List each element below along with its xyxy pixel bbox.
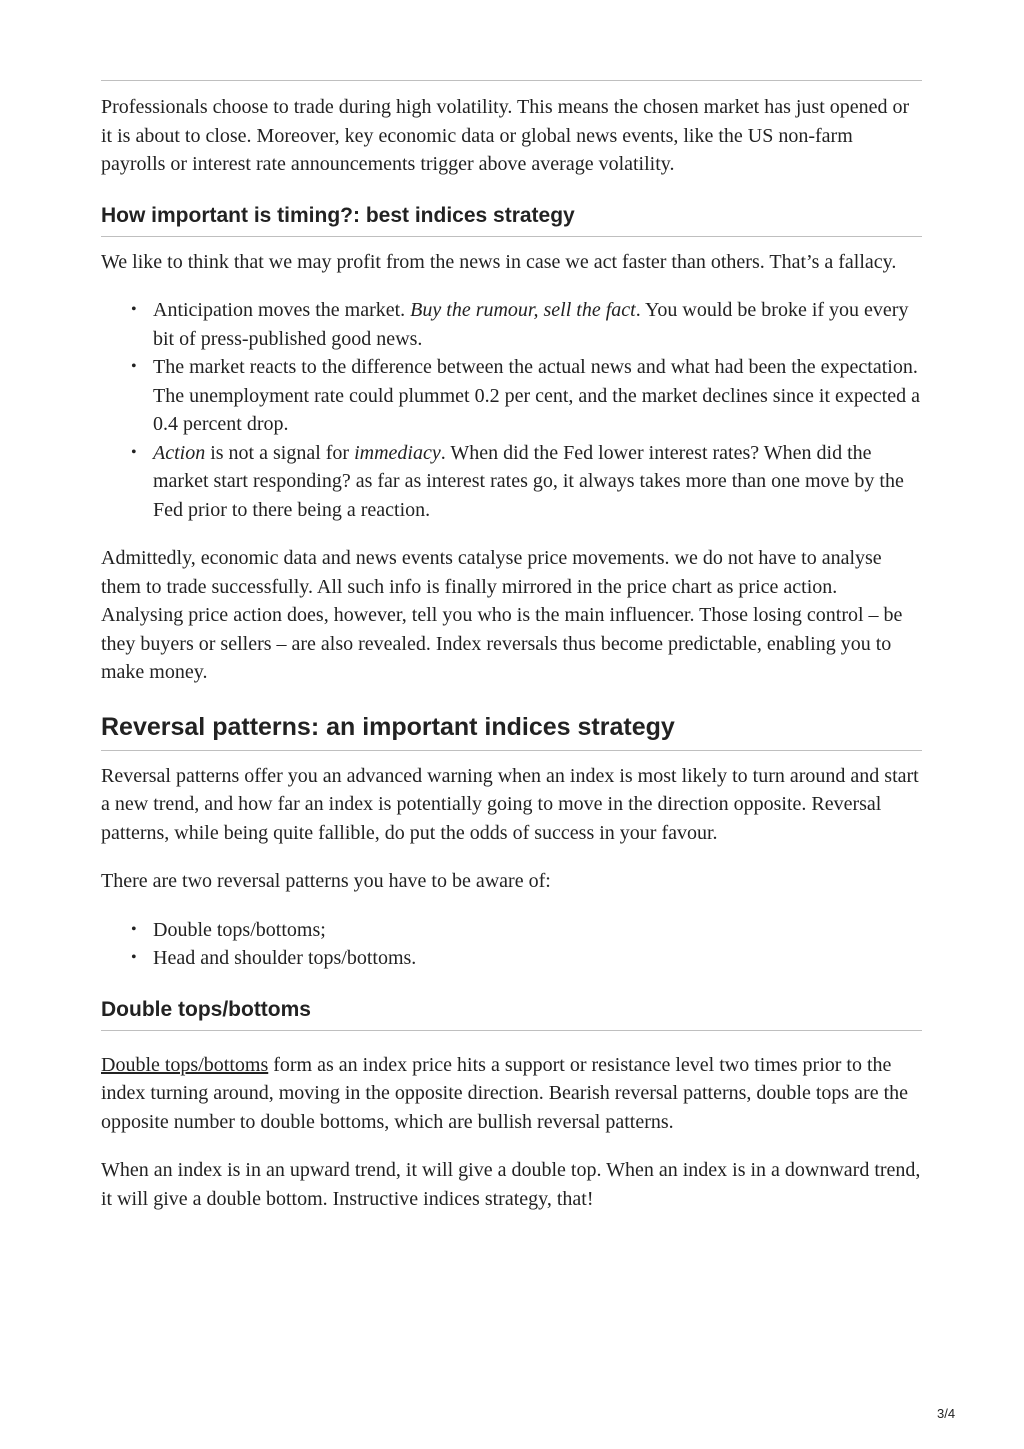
list-item-emphasis: Action bbox=[153, 441, 206, 464]
reversal-bullet-list bbox=[101, 916, 922, 973]
double-paragraph-2: When an index is in an upward trend, it will give a double top. When an index is in a downward trend, it will give a double bottom. Instructive indices strategy, that! bbox=[101, 1159, 921, 1210]
timing-paragraph: We like to think that we may profit from the news in case we act faster than others. That’s a fallacy. bbox=[101, 250, 897, 273]
intro-paragraph: Professionals choose to trade during high volatility. This means the chosen market has just opened or it is about to close. Moreover, key economic data or global news events, like the US non-farm payrolls or interest rate announcements trigger above average volatility. bbox=[101, 96, 910, 175]
double-tops-bottoms-link[interactable]: Double tops/bottoms bbox=[101, 1053, 269, 1076]
list-item-text: The market reacts to the difference between the actual news and what had been the expectation. The unemployment rate could plummet 0.2 per cent, and the market declines since it expected a 0.4 percent drop. bbox=[153, 356, 920, 435]
list-item bbox=[131, 296, 922, 353]
page-number: 3/4 bbox=[937, 1406, 956, 1421]
bullet-icon: • bbox=[131, 358, 137, 375]
timing-bullet-list bbox=[101, 296, 922, 524]
top-divider bbox=[101, 80, 922, 81]
list-item-text: . When did the Fed lower interest rates? When did the market start responding? as far as interest rates go, it always takes more than one move by the Fed prior to there being a reaction. bbox=[153, 441, 904, 521]
list-item-emphasis: immediacy bbox=[354, 441, 441, 464]
reversal-heading: Reversal patterns: an important indices strategy bbox=[101, 712, 922, 751]
list-item-text: Double tops/bottoms; bbox=[153, 918, 326, 941]
bullet-icon: • bbox=[131, 443, 137, 461]
list-item bbox=[131, 439, 922, 525]
list-item-text: is not a signal for bbox=[205, 441, 355, 464]
bullet-icon: • bbox=[131, 301, 137, 318]
double-paragraph bbox=[101, 1051, 922, 1137]
reversal-paragraph: Reversal patterns offer you an advanced warning when an index is most likely to turn around and start a new trend, and how far an index is potentially going to move in the direction opposite. Reversal patterns, while being quite fallible, do put the odds of success in your favour. bbox=[101, 764, 919, 844]
list-item bbox=[131, 944, 922, 973]
bullet-icon: • bbox=[131, 920, 137, 938]
page-content bbox=[101, 80, 922, 1213]
list-item-text: Anticipation moves the market. bbox=[153, 299, 411, 321]
list-item bbox=[131, 353, 922, 439]
timing-closing-paragraph: Admittedly, economic data and news events catalyse price movements. we do not have to analyse them to trade successfully. All such info is finally mirrored in the price chart as price action. Analysing price action does, however, tell you who is the main influencer. Those losing control – be they buyers or sellers – are also revealed. Index reversals thus become predictable, enabling you to make money. bbox=[101, 547, 903, 683]
list-item-text: Head and shoulder tops/bottoms. bbox=[153, 947, 417, 969]
list-item-text: . You would be broke if you every bit of press-published good news. bbox=[153, 299, 909, 350]
double-heading: Double tops/bottoms bbox=[101, 997, 922, 1031]
bullet-icon: • bbox=[131, 949, 137, 966]
list-item bbox=[131, 916, 922, 945]
list-item-emphasis: Buy the rumour, sell the fact bbox=[410, 299, 636, 321]
double-paragraph-text: form as an index price hits a support or resistance level two times prior to the index turning around, moving in the opposite direction. Bearish reversal patterns, double tops are the opposite number to double bottoms, which are bullish reversal patterns. bbox=[101, 1053, 909, 1133]
reversal-list-intro: There are two reversal patterns you have to be aware of: bbox=[101, 870, 551, 892]
timing-heading: How important is timing?: best indices strategy bbox=[101, 203, 922, 237]
